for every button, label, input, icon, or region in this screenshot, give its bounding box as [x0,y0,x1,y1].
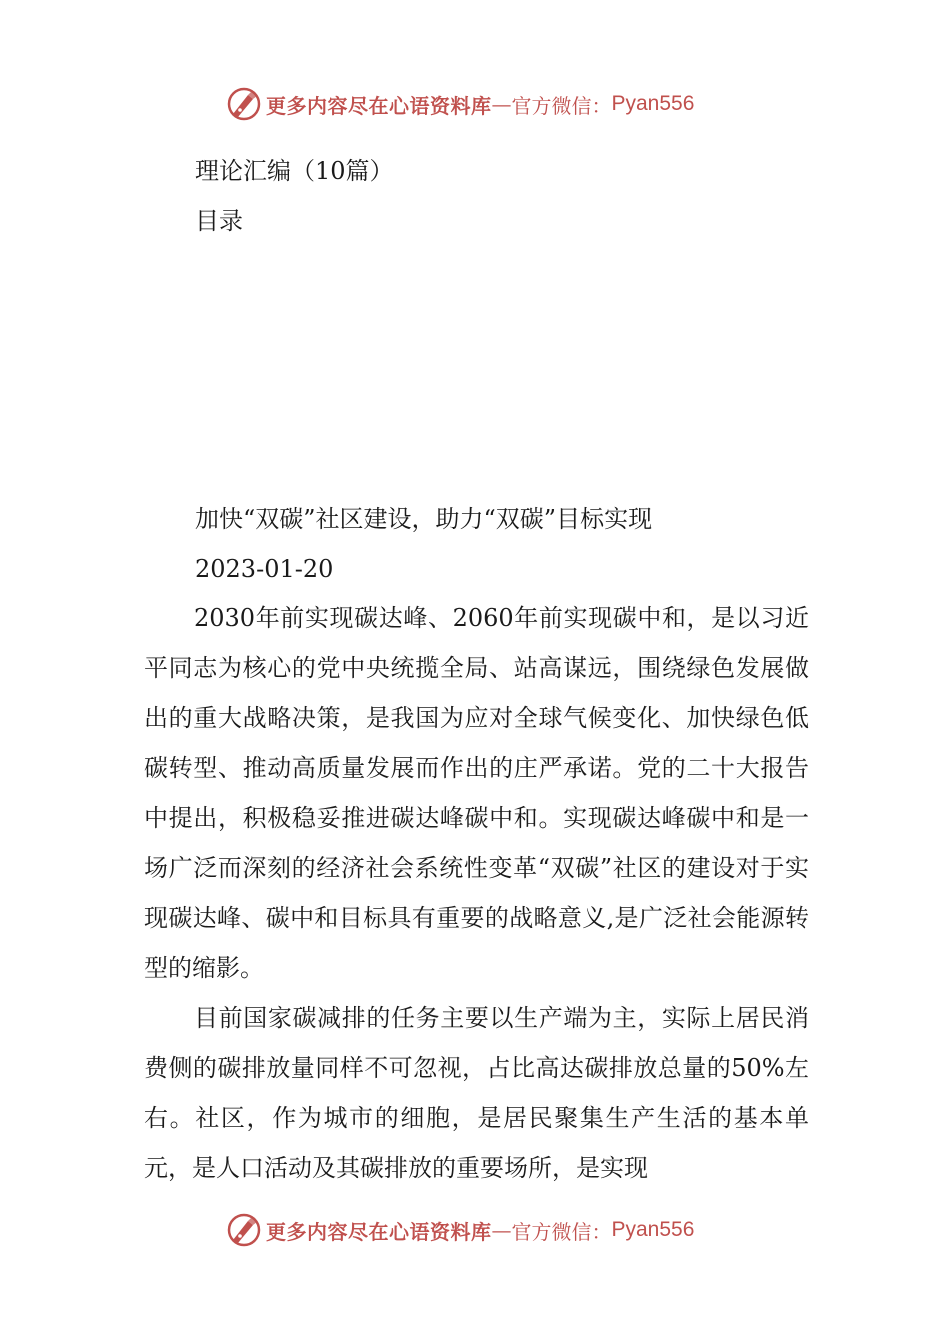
watermark-wechat-label: 官方微信： [511,1219,612,1244]
watermark-dash: — [491,1218,512,1242]
watermark-wechat-id: Pyan556 [611,1218,695,1241]
article-title: 加快“双碳”社区建设，助力“双碳”目标实现 [195,505,653,533]
toc-label: 目录 [195,207,243,235]
article-date: 2023-01-20 [195,555,334,583]
watermark-brand: 更多内容尽在心语资料库 [266,93,492,118]
watermark-wechat-id: Pyan556 [611,92,695,115]
pen-nib-logo-icon [226,1212,262,1248]
document-heading: 理论汇编（10篇） [195,157,394,185]
watermark-banner-top [226,84,694,124]
watermark-banner-bottom [226,1210,694,1250]
body-paragraph: 目前国家碳减排的任务主要以生产端为主，实际上居民消费侧的碳排放量同样不可忽视，占比高达碳排放总量的50%左右。社区，作为城市的细胞，是居民聚集生产生活的基本单元，是人口活动及其碳排放的重要场所，是实现 [144,1004,809,1182]
watermark-brand: 更多内容尽在心语资料库 [266,1219,492,1244]
watermark-wechat-label: 官方微信： [511,93,612,118]
pen-nib-logo-icon [226,86,262,122]
watermark-dash: — [491,92,512,116]
body-paragraph: 2030年前实现碳达峰、2060年前实现碳中和，是以习近平同志为核心的党中央统揽全局、站高谋远，围绕绿色发展做出的重大战略决策，是我国为应对全球气候变化、加快绿色低碳转型、推动高质量发展而作出的庄严承诺。党的二十大报告中提出，积极稳妥推进碳达峰碳中和。实现碳达峰碳中和是一场广泛而深刻的经济社会系统性变革“双碳”社区的建设对于实现碳达峰、碳中和目标具有重要的战略意义,是广泛社会能源转型的缩影。 [144,604,809,982]
